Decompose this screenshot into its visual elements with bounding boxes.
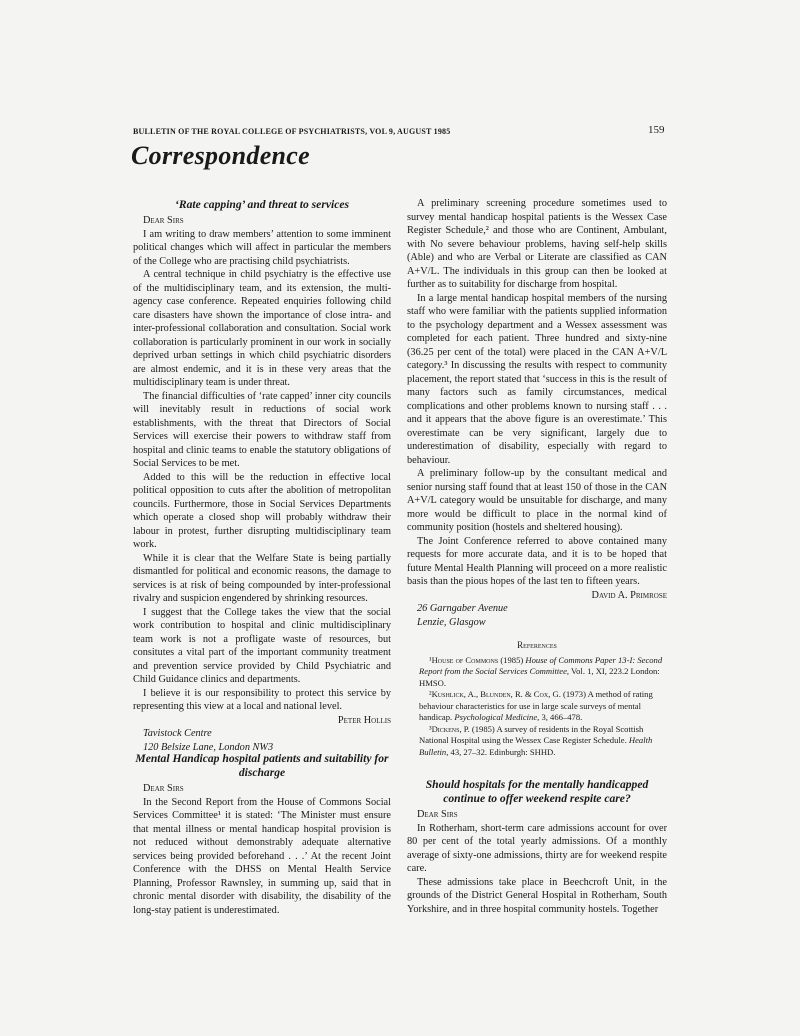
letter1-title: ‘Rate capping’ and threat to services — [175, 198, 349, 211]
letter1-signature: Peter Hollis — [337, 714, 391, 726]
letter3-title: Should hospitals for the mentally handicapped continue to offer weekend respite care? — [425, 778, 649, 805]
letter2-paragraph: In the Second Report from the House of Commons Social Services Committee¹ it is stated: ‘The Minister must ensure that mental illness or mental handicap hospital provision is not reduced without demonstrably adequate alternative services being provided beforehand . . .’ At the recent Joint Conference with the DHSS on Mental Health Service Planning, Professor Rawnsley, in summing up, said that in chronic mental disorder with disability, the disability of the long-stay patient is underestimated. — [133, 796, 391, 916]
letter1-paragraph: I am writing to draw members’ attention to some imminent political changes which will affect in particular the members of the College who are practising child psychiatrists. — [133, 228, 391, 267]
letter1-paragraph: The financial difficulties of ‘rate capped’ inner city councils will inevitably result in reductions of social work establishments, with the threat that Directors of Social Services will exercise their powers to withdraw staff from hospital and clinic teams to enable the statutory obligations of Social Services to be met. — [133, 390, 391, 469]
letter1-salutation: Dear Sirs — [143, 215, 184, 226]
page-title: Correspondence — [131, 141, 310, 170]
letter3-salutation: Dear Sirs — [417, 809, 458, 820]
letter1-paragraph: I believe it is our responsibility to protect this service by representing this view at a local and national level. — [133, 687, 391, 712]
references-heading: References — [517, 640, 557, 650]
letter1-address: Tavistock Centre — [143, 728, 212, 739]
letter2-address: Lenzie, Glasgow — [417, 616, 486, 628]
reference-item: ¹House of Commons (1985) House of Commons Paper 13-I: Second Report from the Social Services Committee, Vol. 1, XI, 223.2 London: HMSO. — [419, 654, 663, 688]
letter2-signature: David A. Primrose — [591, 589, 667, 601]
letter2-paragraph: A preliminary screening procedure sometimes used to survey mental handicap hospital patients is the Wessex Case Register Schedule,² and those who are Continent, Ambulant, with No severe behaviour problems, having self-help skills (Able) and who are Verbal or Literate are classified as CAN A+V/L. The individuals in this group can then be looked at further as to suitability for discharge from hospital. — [407, 198, 667, 290]
right-column — [407, 197, 667, 758]
letter2-address: 26 Garngaber Avenue — [417, 603, 508, 614]
page-number: 159 — [648, 124, 665, 136]
right-column-lower — [407, 778, 667, 916]
letter2-paragraph: A preliminary follow-up by the consultant medical and senior nursing staff found that at least 150 of those in the CAN A+V/L category would be unsuitable for discharge, and many more would be difficult to place in the normal kind of community position (hostels and sheltered housing). — [407, 468, 667, 533]
letter3-paragraph: In Rotherham, short-term care admissions account for over 80 per cent of the total yearly admissions. Of a monthly average of sixty-one admissions, thirty are for weekend respite care. — [407, 822, 667, 874]
letter1-address: 120 Belsize Lane, London NW3 — [143, 741, 274, 753]
letter2-title: Mental Handicap hospital patients and suitability for discharge — [135, 752, 389, 779]
running-head: BULLETIN OF THE ROYAL COLLEGE OF PSYCHIATRISTS, VOL 9, AUGUST 1985 — [133, 127, 451, 136]
left-column-lower — [133, 752, 391, 917]
left-column — [133, 198, 391, 754]
letter1-paragraph: A central technique in child psychiatry is the effective use of the multidisciplinary team, and its extension, the multi-agency case conference. Repeated enquiries following child care disasters have shown the importance of close intra- and inter-professional collaboration and consultation. Social work collaboration is particularly prominent in our work in socially deprived urban settings in which child psychiatric disorders are almost endemic, and it is in these very areas that the multidisciplinary team is under threat. — [133, 269, 391, 388]
letter3-paragraph: These admissions take place in Beechcroft Unit, in the grounds of the District General Hospital in Rotherham, South Yorkshire, and in three hospital community hostels. Together — [407, 876, 667, 915]
letter2-paragraph: In a large mental handicap hospital members of the nursing staff who were familiar with the patients supplied information to the psychology department and a Wessex assessment was completed for each patient. Three hundred and sixty-nine (36.25 per cent of the total) were placed in the CAN A+V/L category.³ In discussing the results with respect to community placement, the report stated that ‘success in this is the result of many factors such as family circumstances, medical complications and other problems known to nursing staff . . . and it appears that the above figure is an overestimate.’ This overestimate can be very significant, largely due to underestimation of disability, especially with regard to behaviour. — [407, 292, 667, 466]
letter1-paragraph: I suggest that the College takes the view that the social work contribution to hospital and clinic multidisciplinary team work is not a profligate waste of resources, but consitutes a vital part of the important community treatment and prevention service provided by Child Psychiatric and Child Guidance clinics and departments. — [133, 606, 391, 685]
reference-item: ²Kushlick, A., Blunden, R. & Cox, G. (1973) A method of rating behaviour characteristics for use in large scale surveys of mental handicap. Psychological Medicine, 3, 466–478. — [419, 689, 653, 722]
letter1-paragraph: While it is clear that the Welfare State is being partially dismantled for political and economic reasons, the damage to services is at risk of being compounded by inter-professional rivalry and suspicion engendered by shrinking resources. — [133, 552, 391, 604]
letter2-paragraph: The Joint Conference referred to above contained many requests for more accurate data, and it is to be hoped that future Mental Health Planning will proceed on a more realistic basis than the pious hopes of the last ten to fifteen years. — [407, 535, 667, 587]
reference-item: ³Dickens, P. (1985) A survey of residents in the Royal Scottish National Hospital using the Wessex Case Register Schedule. Health Bulletin, 43, 27–32. Edinburgh: SHHD. — [419, 723, 653, 757]
letter2-salutation: Dear Sirs — [143, 783, 184, 794]
letter1-paragraph: Added to this will be the reduction in effective local political opposition to cuts after the abolition of metropolitan councils. Furthermore, those in Social Services Departments which operate a closed shop will probably withdraw their labour in protest, further disrupting multidisciplinary team work. — [133, 471, 391, 550]
